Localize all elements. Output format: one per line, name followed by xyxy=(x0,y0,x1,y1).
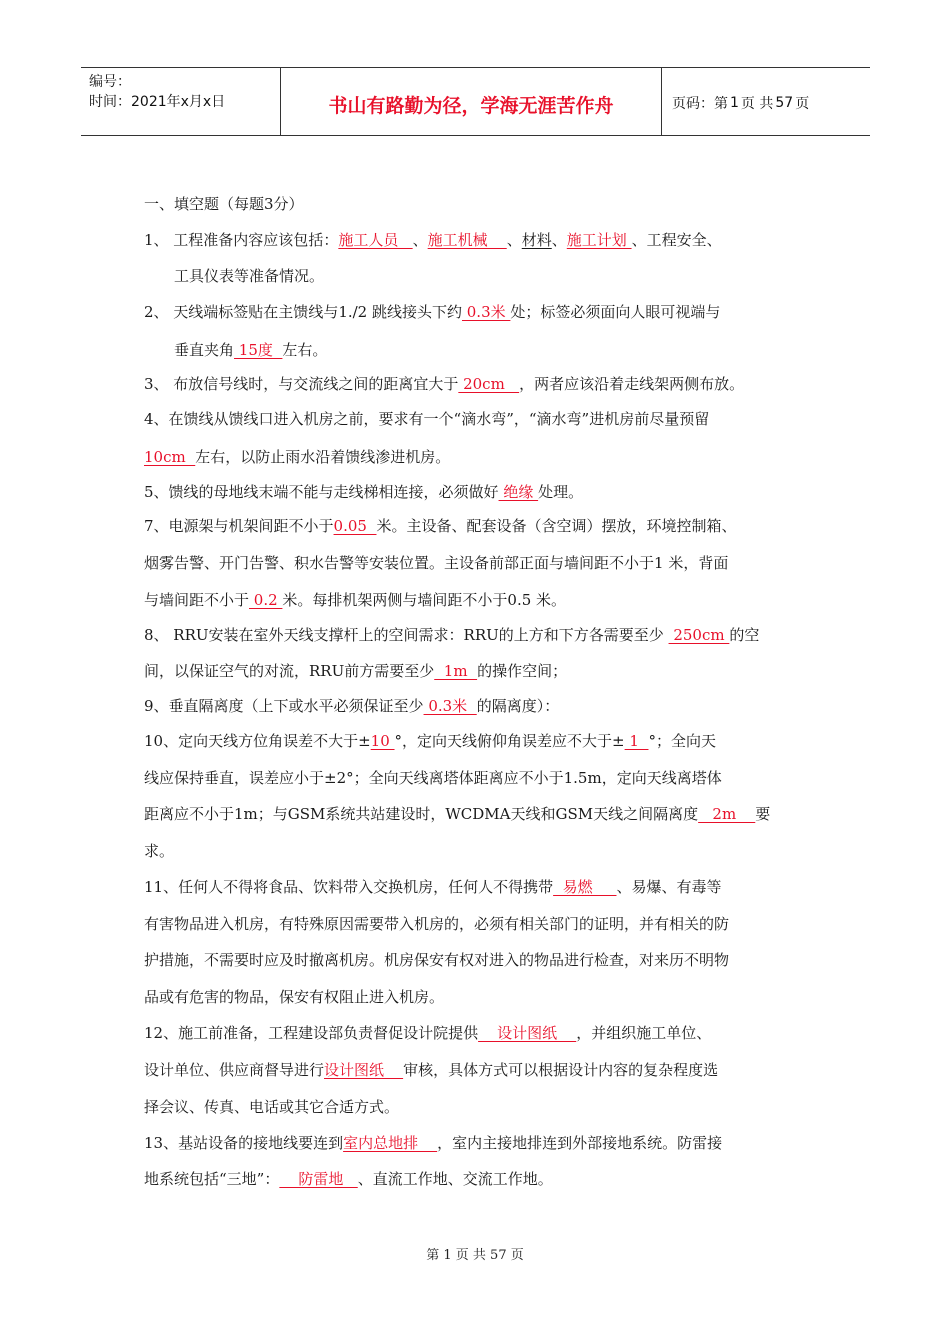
question-8-cont: 间，以保证空气的对流，RRU前方需要至少 1m 的操作空间； xyxy=(144,662,568,680)
question-11-cont3: 品或有危害的物品，保安有权阻止进入机房。 xyxy=(144,988,445,1006)
question-1: 1、 工程准备内容应该包括：施工人员 、施工机械 、材料、施工计划 、工程安全、 xyxy=(144,231,722,249)
question-4-cont: 10cm 左右，以防止雨水沿着馈线渗进机房。 xyxy=(144,448,451,466)
header-motto: 书山有路勤为径，学海无涯苦作舟 xyxy=(281,68,662,135)
question-7-cont2: 与墙间距不小于 0.2 米。每排机架两侧与墙间距不小于0.5 米。 xyxy=(144,591,567,609)
answer-blank: 2m xyxy=(698,805,756,823)
answer-blank: 0.2 xyxy=(249,591,283,609)
answer-blank: 防雷地 xyxy=(279,1170,358,1188)
answer-blank: 250cm xyxy=(668,626,730,644)
question-2-cont: 垂直夹角 15度 左右。 xyxy=(174,341,328,359)
answer-blank: 设计图纸 xyxy=(478,1024,577,1042)
question-12-cont: 设计单位、供应商督导进行设计图纸 审核，具体方式可以根据设计内容的复杂程度选 xyxy=(144,1061,719,1079)
answer-blank: 设计图纸 xyxy=(324,1061,404,1079)
answer-blank: 10 xyxy=(370,732,395,750)
answer-blank: 0.3米 xyxy=(462,303,511,321)
question-7-cont: 烟雾告警、开门告警、积水告警等安装位置。主设备前部正面与墙间距不小于1 米，背面 xyxy=(144,554,729,572)
header-page-info: 页码：第 1 页 共 57 页 xyxy=(672,94,810,112)
question-10: 10、定向天线方位角误差不大于±10 °，定向天线俯仰角误差应不大于± 1 °；全向天 xyxy=(144,732,716,750)
question-5: 5、馈线的母地线末端不能与走线梯相连接，必须做好 绝缘 处理。 xyxy=(144,483,584,501)
number-label: 编号： xyxy=(89,74,131,90)
question-1-cont: 工具仪表等准备情况。 xyxy=(174,267,325,285)
answer-blank: 绝缘 xyxy=(498,483,539,501)
page-footer: 第 1 页 共 57 页 xyxy=(426,1248,524,1263)
question-3: 3、 布放信号线时，与交流线之间的距离宜大于 20cm ，两者应该沿着走线架两侧布放。 xyxy=(144,375,745,393)
answer-blank: 室内总地排 xyxy=(343,1134,438,1152)
answer-blank: 0.05 xyxy=(333,517,377,535)
answer-blank: 10cm xyxy=(144,448,196,466)
header-info xyxy=(81,68,281,135)
question-4: 4、在馈线从馈线口进入机房之前，要求有一个“滴水弯”，“滴水弯”进机房前尽量预留 xyxy=(144,410,710,428)
question-11-cont2: 护措施，不需要时应及时撤离机房。机房保安有权对进入的物品进行检查，对来历不明物 xyxy=(144,951,730,969)
question-7: 7、电源架与机架间距不小于0.05 米。主设备、配套设备（含空调）摆放，环境控制箱、 xyxy=(144,517,737,535)
time-label: 时间：2021年x月x日 xyxy=(89,94,226,110)
document-header xyxy=(81,67,870,136)
answer-blank: 20cm xyxy=(458,375,520,393)
question-10-cont: 线应保持垂直，误差应小于±2°；全向天线离塔体距离应不小于1.5m，定向天线离塔体 xyxy=(144,769,722,787)
question-10-cont2: 距离应不小于1m；与GSM系统共站建设时，WCDMA天线和GSM天线之间隔离度 2m 要 xyxy=(144,805,771,823)
question-13: 13、基站设备的接地线要连到室内总地排 ，室内主接地排连到外部接地系统。防雷接 xyxy=(144,1134,723,1152)
question-13-cont: 地系统包括“三地”： 防雷地 、直流工作地、交流工作地。 xyxy=(144,1170,553,1188)
answer-blank: 15度 xyxy=(234,341,283,359)
answer-blank: 1 xyxy=(624,732,649,750)
answer-blank: 0.3米 xyxy=(423,697,477,715)
question-11: 11、任何人不得将食品、饮料带入交换机房，任何人不得携带 易燃 、易爆、有毒等 xyxy=(144,878,722,896)
question-2: 2、 天线端标签贴在主馈线与1./2 跳线接头下约 0.3米 处；标签必须面向人眼可视端与 xyxy=(144,303,721,321)
answer-blank: 易燃 xyxy=(553,878,617,896)
question-9: 9、垂直隔离度（上下或水平必须保证至少 0.3米 的隔离度）： xyxy=(144,697,560,715)
question-10-cont3: 求。 xyxy=(144,842,175,860)
answer-blank: 1m xyxy=(434,662,478,680)
question-11-cont: 有害物品进入机房，有特殊原因需要带入机房的，必须有相关部门的证明，并有相关的防 xyxy=(144,915,730,933)
answer-blank: 施工计划 xyxy=(566,231,632,249)
section-title: 一、填空题（每题3分） xyxy=(144,195,304,213)
question-12: 12、施工前准备，工程建设部负责督促设计院提供 设计图纸 ，并组织施工单位、 xyxy=(144,1024,712,1042)
answer-blank: 施工机械 xyxy=(427,231,507,249)
question-12-cont2: 择会议、传真、电话或其它合适方式。 xyxy=(144,1098,400,1116)
answer-blank: 材料 xyxy=(521,231,552,249)
answer-blank: 施工人员 xyxy=(338,231,413,249)
question-8: 8、 RRU安装在室外天线支撑杆上的空间需求：RRU的上方和下方各需要至少 250cm 的空 xyxy=(144,626,760,644)
